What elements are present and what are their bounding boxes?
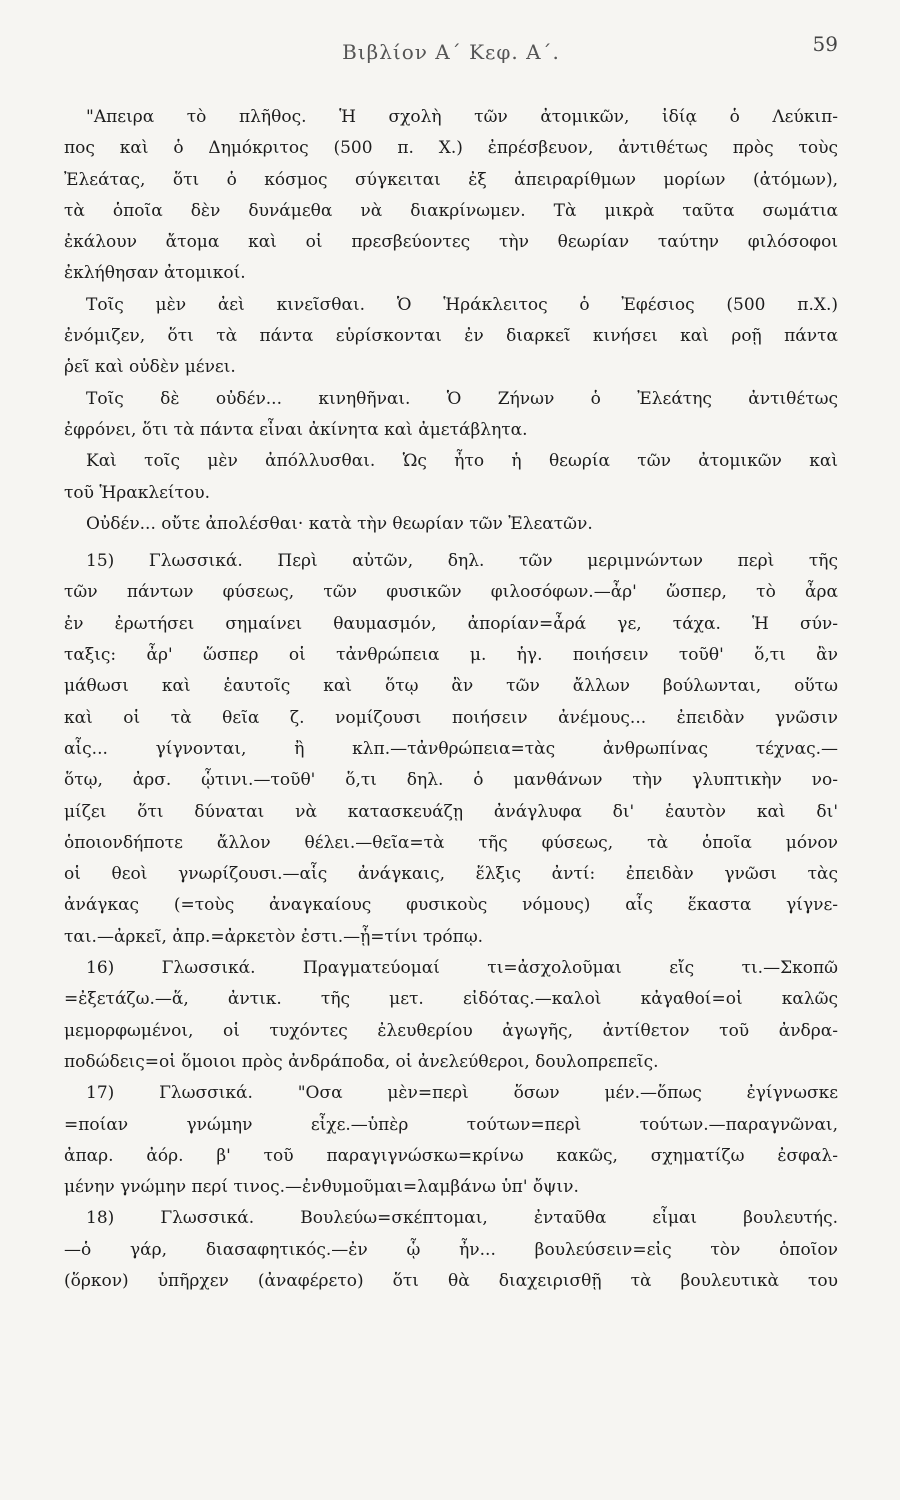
text-line: τὰ ὁποῖα δὲν δυνάμεθα νὰ διακρίνωμεν. Τὰ μικρὰ ταῦτα σωμάτια bbox=[64, 200, 838, 221]
text-line: 15) Γλωσσικά. Περὶ αὐτῶν, δηλ. τῶν μεριμνώντων περὶ τῆς bbox=[86, 551, 838, 572]
text-line: ἐν ἐρωτήσει σημαίνει θαυμασμόν, ἀπορίαν=ἆρά γε, τάχα. Ἡ σύν- bbox=[64, 613, 838, 634]
text-line: ὅτῳ, ἀρσ. ᾧτινι.—τοῦθ' ὅ,τι δηλ. ὁ μανθάνων τὴν γλυπτικὴν νο- bbox=[64, 770, 838, 791]
text-line: ἐνόμιζεν, ὅτι τὰ πάντα εὑρίσκονται ἐν διαρκεῖ κινήσει καὶ ροῇ πάντα bbox=[64, 326, 838, 347]
text-line: Οὐδέν... οὔτε ἀπολέσθαι· κατὰ τὴν θεωρίαν τῶν Ἐλεατῶν. bbox=[86, 513, 593, 534]
text-line: Τοῖς δὲ οὐδέν... κινηθῆναι. Ὁ Ζήνων ὁ Ἐλεάτης ἀντιθέτως bbox=[86, 388, 838, 409]
text-line: 18) Γλωσσικά. Βουλεύω=σκέπτομαι, ἐνταῦθα εἶμαι βουλευτής. bbox=[86, 1208, 838, 1229]
text-line: "Απειρα τὸ πλῆθος. Ἡ σχολὴ τῶν ἀτομικῶν, ἰδίᾳ ὁ Λεύκιπ- bbox=[86, 107, 838, 127]
text-line: ὁποιονδήποτε ἄλλον θέλει.—θεῖα=τὰ τῆς φύσεως, τὰ ὁποῖα μόνον bbox=[64, 832, 838, 853]
text-line: =ποίαν γνώμην εἶχε.—ὑπὲρ τούτων=περὶ τούτων.—παραγνῶναι, bbox=[64, 1114, 838, 1135]
text-line: —ὁ γάρ, διασαφητικός.—ἐν ᾧ ἦν... βουλεύσειν=εἰς τὸν ὁποῖον bbox=[64, 1239, 838, 1260]
text-line: ἐφρόνει, ὅτι τὰ πάντα εἶναι ἀκίνητα καὶ ἀμετάβλητα. bbox=[64, 419, 528, 440]
text-line: ταξις: ἆρ' ὥσπερ οἱ τἀνθρώπεια μ. ἡγ. ποιήσειν τοῦθ' ὅ,τι ἂν bbox=[64, 645, 838, 666]
text-line: μένην γνώμην περί τινος.—ἐνθυμοῦμαι=λαμβάνω ὑπ' ὄψιν. bbox=[64, 1177, 579, 1198]
text-line: ἀπαρ. ἀόρ. β' τοῦ παραγιγνώσκω=κρίνω κακῶς, σχηματίζω ἐσφαλ- bbox=[64, 1145, 838, 1166]
text-line: αἷς... γίγνονται, ἢ κλπ.—τἀνθρώπεια=τὰς ἀνθρωπίνας τέχνας.— bbox=[64, 738, 838, 759]
text-line: (ὅρκον) ὑπῆρχεν (ἀναφέρετο) ὅτι θὰ διαχειρισθῇ τὰ βουλευτικὰ του bbox=[64, 1270, 838, 1291]
text-line: μεμορφωμένοι, οἱ τυχόντες ἐλευθερίου ἀγωγῆς, ἀντίθετον τοῦ ἀνδρα- bbox=[64, 1020, 838, 1041]
text-line: ἐκλήθησαν ἀτομικοί. bbox=[64, 263, 246, 284]
text-line: πος καὶ ὁ Δημόκριτος (500 π. Χ.) ἐπρέσβευον, ἀντιθέτως πρὸς τοὺς bbox=[64, 138, 838, 159]
text-line: καὶ οἱ τὰ θεῖα ζ. νομίζουσι ποιήσειν ἀνέμους... ἐπειδὰν γνῶσιν bbox=[64, 707, 838, 728]
text-line: 16) Γλωσσικά. Πραγματεύομαί τι=ἀσχολοῦμαι εἴς τι.—Σκοπῶ bbox=[86, 958, 838, 979]
text-line: ἐκάλουν ἄτομα καὶ οἱ πρεσβεύοντες τὴν θεωρίαν ταύτην φιλόσοφοι bbox=[64, 232, 838, 253]
text-line: Καὶ τοῖς μὲν ἀπόλλυσθαι. Ὡς ἦτο ἡ θεωρία τῶν ἀτομικῶν καὶ bbox=[86, 451, 838, 472]
text-line: μίζει ὅτι δύναται νὰ κατασκευάζῃ ἀνάγλυφα δι' ἑαυτὸν καὶ δι' bbox=[64, 801, 838, 822]
text-line: Τοῖς μὲν ἀεὶ κινεῖσθαι. Ὁ Ἡράκλειτος ὁ Ἐφέσιος (500 π.Χ.) bbox=[86, 294, 838, 315]
running-head-title: Βιβλίον Α΄ Κεφ. Α΄. bbox=[342, 40, 560, 64]
body-text bbox=[64, 102, 838, 1297]
running-head bbox=[64, 30, 838, 90]
text-line: ἀνάγκας (=τοὺς ἀναγκαίους φυσικοὺς νόμους) αἷς ἕκαστα γίγνε- bbox=[64, 895, 838, 916]
text-line: μάθωσι καὶ ἑαυτοῖς καὶ ὅτῳ ἂν τῶν ἄλλων βούλωνται, οὕτω bbox=[64, 676, 838, 697]
text-line: οἱ θεοὶ γνωρίζουσι.—αἷς ἀνάγκαις, ἕλξις ἀντί: ἐπειδὰν γνῶσι τὰς bbox=[64, 864, 838, 885]
text-line: ποδώδεις=οἱ ὅμοιοι πρὸς ἀνδράποδα, οἱ ἀνελεύθεροι, δουλοπρεπεῖς. bbox=[64, 1051, 659, 1072]
text-line: =ἐξετάζω.—ἅ, ἀντικ. τῆς μετ. εἰδότας.—καλοὶ κἀγαθοί=οἱ καλῶς bbox=[64, 989, 838, 1010]
text-line: ῥεῖ καὶ οὐδὲν μένει. bbox=[64, 357, 236, 378]
text-line: Ἐλεάτας, ὅτι ὁ κόσμος σύγκειται ἐξ ἀπειραρίθμων μορίων (ἀτόμων), bbox=[64, 169, 838, 190]
page-number: 59 bbox=[812, 32, 838, 56]
text-line: τῶν πάντων φύσεως, τῶν φυσικῶν φιλοσόφων.—ἆρ' ὥσπερ, τὸ ἆρα bbox=[64, 582, 838, 603]
text-line: ται.—ἀρκεῖ, ἀπρ.=ἀρκετὸν ἐστι.—ᾗ=τίνι τρόπῳ. bbox=[64, 926, 484, 947]
text-line: 17) Γλωσσικά. "Οσα μὲν=περὶ ὅσων μέν.—ὅπως ἐγίγνωσκε bbox=[86, 1083, 838, 1104]
text-line: τοῦ Ἡρακλείτου. bbox=[64, 482, 210, 503]
